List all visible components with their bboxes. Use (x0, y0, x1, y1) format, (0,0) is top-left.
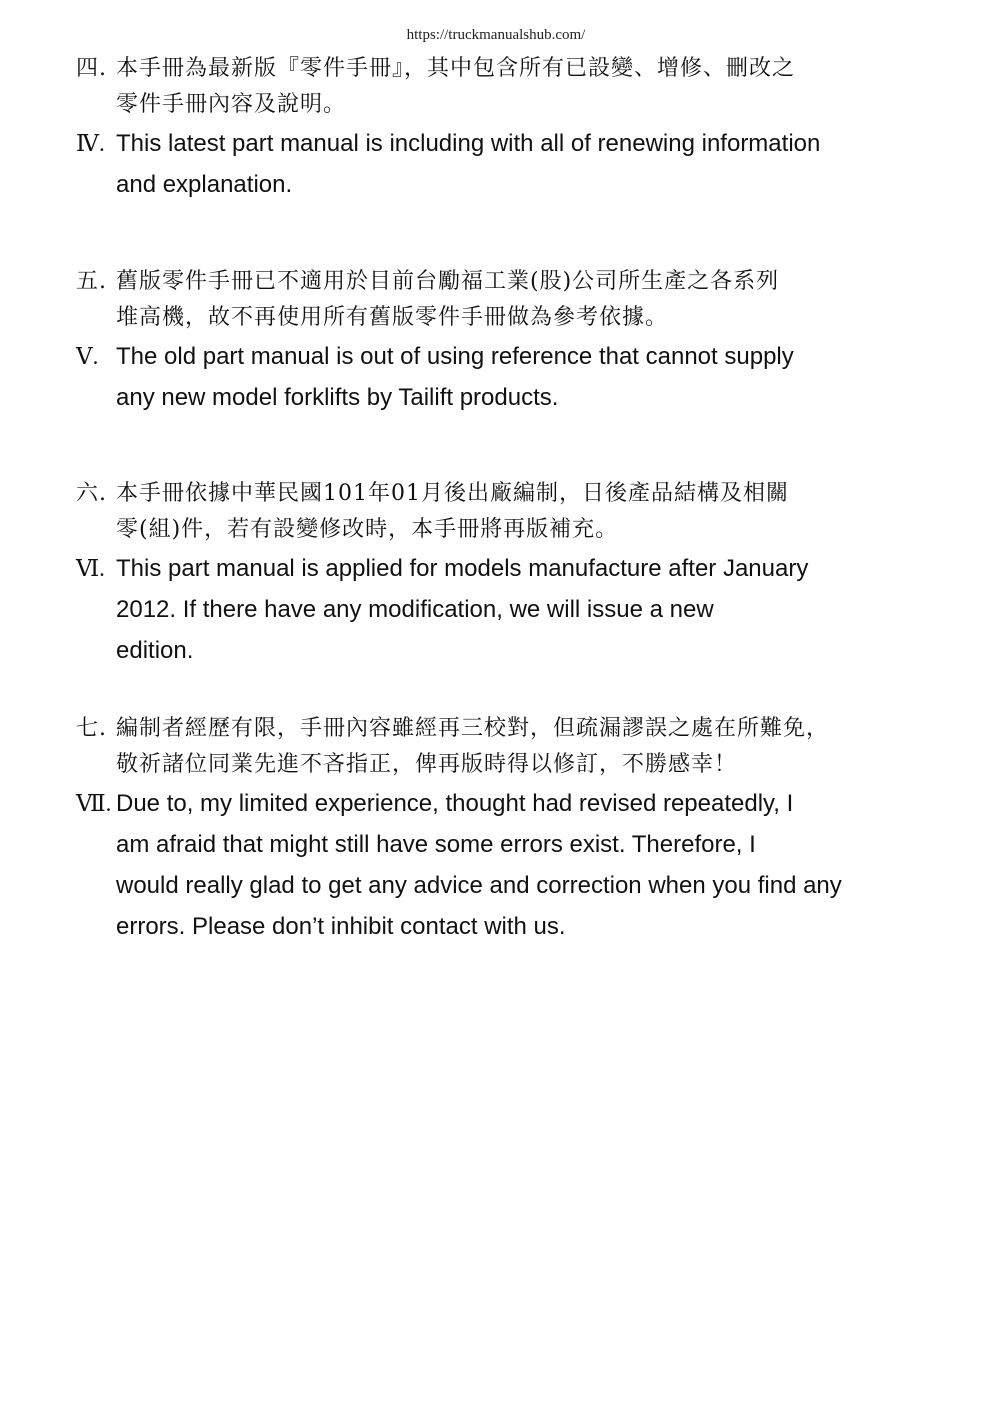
zh-section-number: 五. (76, 269, 107, 294)
en-line (76, 123, 966, 164)
en-line (76, 824, 966, 865)
zh-section-number: 四. (76, 56, 107, 81)
zh-text: 零件手冊內容及說明。 (116, 92, 347, 117)
en-section-number: Ⅳ. (76, 131, 105, 156)
en-text: would really glad to get any advice and correction when you find any (116, 872, 842, 899)
section-7 (76, 711, 966, 947)
zh-text: 本手冊依據中華民國101年01月後出廠編制，日後產品結構及相關 (116, 481, 789, 506)
en-section-number: Ⅴ. (76, 344, 99, 369)
en-text: This latest part manual is including with all of renewing information (116, 130, 821, 157)
section-6 (76, 476, 966, 671)
en-section-number: Ⅵ. (76, 556, 105, 581)
zh-line (76, 512, 966, 548)
zh-line (76, 264, 966, 300)
zh-line (76, 87, 966, 123)
zh-line (76, 300, 966, 336)
en-line (76, 865, 966, 906)
en-text: edition. (116, 637, 194, 664)
zh-line (76, 711, 966, 747)
en-line (76, 783, 966, 824)
en-section-number: Ⅶ. (76, 791, 112, 816)
en-text: Due to, my limited experience, thought had revised repeatedly, I (116, 790, 794, 817)
zh-line (76, 51, 966, 87)
en-text: This part manual is applied for models manufacture after January (116, 555, 809, 582)
zh-text: 本手冊為最新版『零件手冊』，其中包含所有已設變、增修、刪改之 (116, 56, 796, 81)
source-url: https://truckmanualshub.com/ (406, 27, 586, 43)
en-text: any new model forklifts by Tailift products. (116, 384, 559, 411)
en-line (76, 589, 966, 630)
zh-text: 堆高機，故不再使用所有舊版零件手冊做為參考依據。 (116, 305, 669, 330)
en-line (76, 377, 966, 418)
zh-text: 敬祈諸位同業先進不吝指正，俾再版時得以修訂，不勝感幸！ (116, 752, 738, 777)
en-line (76, 336, 966, 377)
zh-text: 編制者經歷有限，手冊內容雖經再三校對，但疏漏謬誤之處在所難免， (116, 716, 830, 741)
section-5 (76, 264, 966, 418)
zh-text: 零(組)件，若有設變修改時，本手冊將再版補充。 (116, 517, 619, 542)
zh-section-number: 七. (76, 716, 107, 741)
en-text: The old part manual is out of using reference that cannot supply (116, 343, 794, 370)
zh-line (76, 476, 966, 512)
en-text: and explanation. (116, 171, 293, 198)
section-4 (76, 51, 966, 205)
zh-section-number: 六. (76, 481, 107, 506)
en-text: am afraid that might still have some errors exist. Therefore, I (116, 831, 756, 858)
zh-text: 舊版零件手冊已不適用於目前台勵福工業(股)公司所生產之各系列 (116, 269, 780, 294)
zh-line (76, 747, 966, 783)
en-line (76, 164, 966, 205)
en-line (76, 548, 966, 589)
en-text: errors. Please don’t inhibit contact with us. (116, 913, 566, 940)
en-text: 2012. If there have any modification, we will issue a new (116, 596, 714, 623)
en-line (76, 630, 966, 671)
en-line (76, 906, 966, 947)
